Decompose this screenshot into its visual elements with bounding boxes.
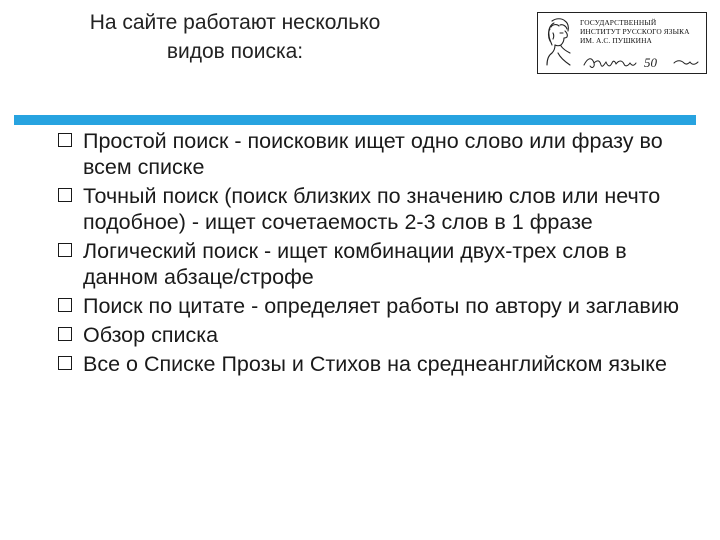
- list-item-simple-search: [58, 128, 694, 180]
- logo-text-line-1: ГОСУДАРСТВЕННЫЙ: [580, 18, 657, 27]
- checkbox-bullet-icon: [58, 356, 72, 370]
- slide-title: [40, 8, 430, 66]
- logo-text-line-3: ИМ. А.С. ПУШКИНА: [580, 36, 652, 45]
- checkbox-bullet-icon: [58, 327, 72, 341]
- list-item-quote-search: [58, 293, 694, 319]
- institute-logo: [537, 12, 707, 74]
- list-item-text: Обзор списка: [83, 323, 219, 347]
- checkbox-bullet-icon: [58, 243, 72, 257]
- slide-title-line-1: На сайте работают несколько: [89, 11, 381, 34]
- pushkin-portrait-icon: [540, 15, 580, 69]
- slide-title-line-2: видов поиска:: [166, 40, 304, 63]
- list-item-logical-search: [58, 238, 694, 290]
- search-types-list: [58, 128, 694, 380]
- list-item-text: Точный поиск (поиск близких по значению слов или нечто подобное) - ищет сочетаемость 2-3 слов в 1 фразе: [83, 184, 661, 234]
- list-item-text: Все о Списке Прозы и Стихов на среднеанглийском языке: [83, 352, 667, 376]
- checkbox-bullet-icon: [58, 188, 72, 202]
- list-item-list-overview: [58, 322, 694, 348]
- signature-number: 50: [644, 55, 657, 70]
- checkbox-bullet-icon: [58, 298, 72, 312]
- checkbox-bullet-icon: [58, 133, 72, 147]
- list-item-text: Логический поиск - ищет комбинации двух-трех слов в данном абзаце/строфе: [83, 239, 627, 289]
- list-item-about-list: [58, 351, 694, 377]
- list-item-text: Простой поиск - поисковик ищет одно слово или фразу во всем списке: [83, 129, 663, 179]
- list-item-exact-search: [58, 183, 694, 235]
- logo-text-line-2: ИНСТИТУТ РУССКОГО ЯЗЫКА: [580, 27, 690, 36]
- list-item-text: Поиск по цитате - определяет работы по автору и заглавию: [83, 294, 679, 318]
- accent-divider: [14, 115, 696, 125]
- institute-name: [580, 18, 704, 45]
- signature-50-years: [582, 51, 702, 73]
